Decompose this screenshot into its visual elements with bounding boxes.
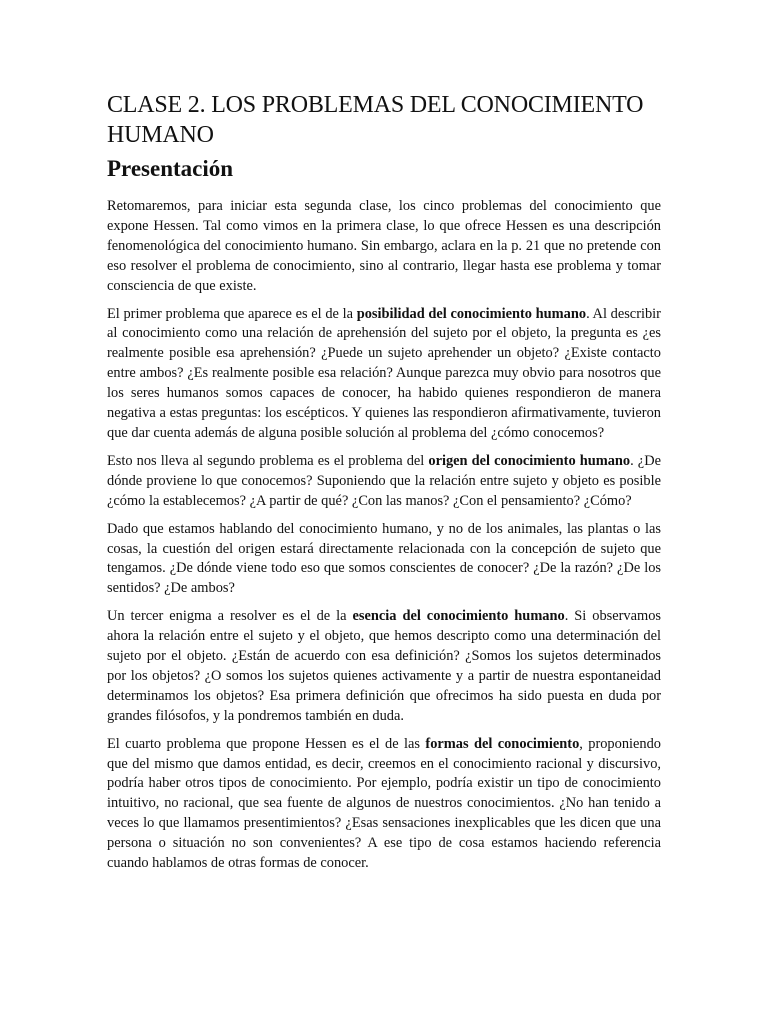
paragraph-text: Esto nos lleva al segundo problema es el problema del: [107, 452, 429, 469]
bold-term: formas del conocimiento: [425, 735, 580, 752]
paragraph-text: . Si observamos ahora la relación entre el sujeto y el objeto, que hemos descripto como una determinación del sujeto por el objeto. ¿Están de acuerdo con esa definición? ¿Somos los sujetos determinados por los objetos? ¿O somos los sujetos quienes activamente y a partir de nuestra espontaneidad determinamos los objetos? Esa primera definición que ofrecimos ha sido puesta en duda por grandes filósofos, y la pondremos también en duda.: [107, 608, 661, 724]
paragraph-text: Dado que estamos hablando del conocimiento humano, y no de los animales, las plantas o las cosas, la cuestión del origen estará directamente relacionada con la concepción de sujeto que tengamos. ¿De dónde viene todo eso que somos conscientes de conocer? ¿De la razón? ¿De los sentidos? ¿De ambos?: [107, 520, 661, 597]
paragraph-origin-subject: [107, 520, 661, 600]
document-title: CLASE 2. LOS PROBLEMAS DEL CONOCIMIENTO HUMANO: [107, 92, 644, 148]
document-page: [107, 90, 661, 882]
paragraph-intro: [107, 197, 661, 297]
paragraph-text: El cuarto problema que propone Hessen es el de las: [107, 735, 426, 752]
paragraph-text: . Al describir al conocimiento como una relación de aprehensión del sujeto por el objeto, la pregunta es ¿es realmente posible esa aprehensión? ¿Puede un sujeto aprehender un objeto? ¿Existe contacto entre ambos? ¿Es realmente posible esa relación? Aunque parezca muy obvio para nosotros que los seres humanos somos capaces de conocer, ha habido quienes respondieron de manera negativa a estas preguntas: los escépticos. Y quienes las respondieron afirmativamente, tuvieron que dar cuenta además de alguna posible solución al problema del ¿cómo conocemos?: [107, 305, 661, 441]
paragraph-text: , proponiendo que del mismo que damos entidad, es decir, creemos en el conocimiento racional y discursivo, podría haber otros tipos de conocimiento. Por ejemplo, podría existir un tipo de conocimiento intuitivo, no racional, que sea fuente de algunos de nuestros conocimientos. ¿No han tenido a veces lo que llamamos presentimientos? ¿Esas sensaciones inexplicables que les dicen que una persona o situación no son convenientes? A ese tipo de cosa estamos haciendo referencia cuando hablamos de otras formas de conocer.: [107, 735, 661, 872]
bold-term: esencia del conocimiento humano: [352, 608, 565, 625]
paragraph-text: Retomaremos, para iniciar esta segunda clase, los cinco problemas del conocimiento que expone Hessen. Tal como vimos en la primera clase, lo que ofrece Hessen es una descripción fenomenológica del conocimiento humano. Sin embargo, aclara en la p. 21 que no pretende con eso resolver el problema de conocimiento, sino al contrario, llegar hasta ese problema y tomar consciencia de que existe.: [107, 198, 661, 294]
paragraph-fourth-problem: [107, 735, 661, 874]
section-heading: Presentación: [107, 156, 234, 181]
paragraph-first-problem: [107, 305, 661, 444]
bold-term: posibilidad del conocimiento humano: [356, 305, 587, 322]
paragraph-second-problem: [107, 452, 661, 512]
paragraph-third-problem: [107, 607, 661, 726]
paragraph-text: Un tercer enigma a resolver es el de la: [107, 608, 353, 625]
bold-term: origen del conocimiento humano: [428, 452, 631, 469]
paragraph-text: . ¿De dónde proviene lo que conocemos? Suponiendo que la relación entre sujeto y objeto es posible ¿cómo la establecemos? ¿A partir de qué? ¿Con las manos? ¿Con el pensamiento? ¿Cómo?: [107, 452, 661, 509]
paragraph-text: El primer problema que aparece es el de la: [107, 305, 357, 322]
